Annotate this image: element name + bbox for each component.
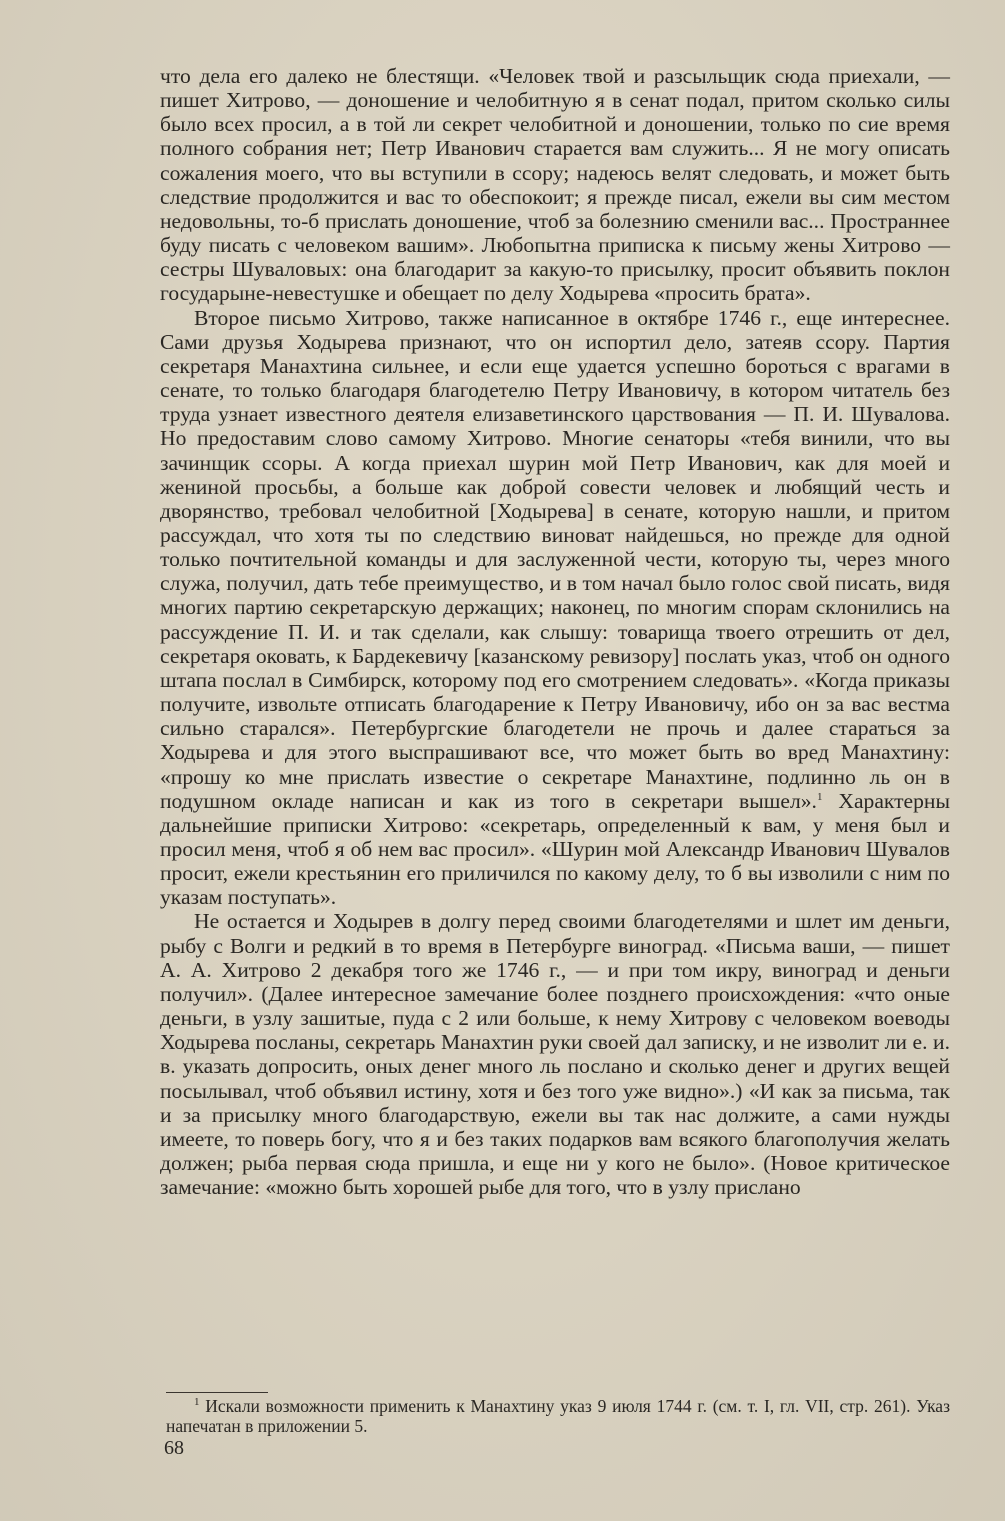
footnote-divider — [166, 1392, 268, 1393]
footnote — [166, 1396, 950, 1436]
paragraph-3: Не остается и Ходырев в долгу перед своими благодетелями и шлет им деньги, рыбу с Волги и редкий в то время в Петербурге виноград. «Письма ваши, — пишет А. А. Хитрово 2 декабря того же 1746 г., — и при том икру, виноград и деньги получил». (Далее интересное замечание более позднего происхождения: «что оные деньги, в узлу зашитые, пуда с 2 или больше, к нему Хитрову с человеком воеводы Ходырева посланы, секретарь Манахтин руки своей дал записку, и не изволит ли е. и. в. указать допросить, оных денег много ль послано и сколько денег и других вещей посылывал, чтоб объявил истину, хотя и без того уже видно».) «И как за письма, так и за присылку много благодарствую, ежели вы так нас должите, а сами нужды имеете, то поверь богу, что я и без таких подарков вам всякого благополучия желать должен; рыба первая сюда пришла, и еще ни у кого не было». (Новое критическое замечание: «можно быть хорошей рыбе для того, что в узлу прислано — [160, 909, 950, 1200]
paragraph-1: что дела его далеко не блестящи. «Человек твой и разсыльщик сюда приехали, — пишет Хитрово, — доношение и челобитную я в сенат подал, притом сколько силы было всех просил, а в той ли секрет челобитной и доношении, только по сие время полного собрания нет; Петр Иванович старается вам служить... Я не могу описать сожаления моего, что вы вступили в ссору; надеюсь велят следовать, и может быть следствие продолжится и вас то обеспокоит; я прежде писал, ежели вы сим местом недовольны, то-б прислать доношение, чтоб за болезнию сменили вас... Пространнее буду писать с человеком вашим». Любопытна приписка к письму жены Хитрово — сестры Шуваловых: она благодарит за какую-то присылку, просит объявить поклон государыне-невестушке и обещает по делу Ходырева «просить брата». — [160, 64, 950, 306]
paragraph-2 — [160, 306, 950, 910]
paragraph-2-body: Второе письмо Хитрово, также написанное в октябре 1746 г., еще интереснее. Сами друзья Ходырева признают, что он испортил дело, затеяв ссору. Партия секретаря Манахтина сильнее, и если еще удается успешно бороться с врагами в сенате, то только благодаря благодетелю Петру Ивановичу, в котором читатель без труда узнает известного деятеля елизаветинского царствования — П. И. Шувалова. Но предоставим слово самому Хитрово. Многие сенаторы «тебя винили, что вы зачинщик ссоры. А когда приехал шурин мой Петр Иванович, как для моей и жениной просьбы, а больше как доброй совести человек и любящий честь и дворянство, требовал челобитной [Ходырева] в сенате, которую нашли, и притом рассуждал, что хотя ты по следствию виноват найдешься, но прежде для одной только почтительной команды и для заслуженной чести, которую ты, через много служа, получил, дать тебе преимущество, и в том начал было голос свой писать, видя многих партию секретарскую держащих; наконец, по многим спорам склонились на рассуждение П. И. и так сделали, как слышу: товарища твоего отрешить от дел, секретаря оковать, к Бардекевичу [казанскому ревизору] послать указ, чтоб он одного штапа послал в Симбирск, которому под его смотрением следовать». «Когда приказы получите, извольте отписать благодарение к Петру Ивановичу, ибо он за вас вестма сильно старался». Петербургские благодетели не прочь и далее стараться за Ходырева и для этого выспрашивают все, что может быть во вред Манахтину: «прошу ко мне прислать известие о секретаре Манахтине, подлинно ль он в подушном окладе написан и как из того в секретари вышел». — [160, 305, 950, 813]
paragraph-2-tail: Характерны дальнейшие приписки Хитрово: «секретарь, определенный к вам, у меня был и просил меня, чтоб я об нем вас просил». «Шурин мой Александр Иванович Шувалов просит, ежели крестьянин его приличился по какому делу, то б вы изволили с ним по указам поступать». — [160, 788, 950, 910]
main-text — [160, 64, 950, 1199]
footnote-text: Искали возможности применить к Манахтину указ 9 июля 1744 г. (см. т. I, гл. VII, стр. 261). Указ напечатан в приложении 5. — [166, 1396, 950, 1436]
footnote-reference: 1 — [816, 790, 823, 803]
page-number: 68 — [164, 1437, 184, 1459]
footnote-marker: 1 — [194, 1396, 200, 1409]
